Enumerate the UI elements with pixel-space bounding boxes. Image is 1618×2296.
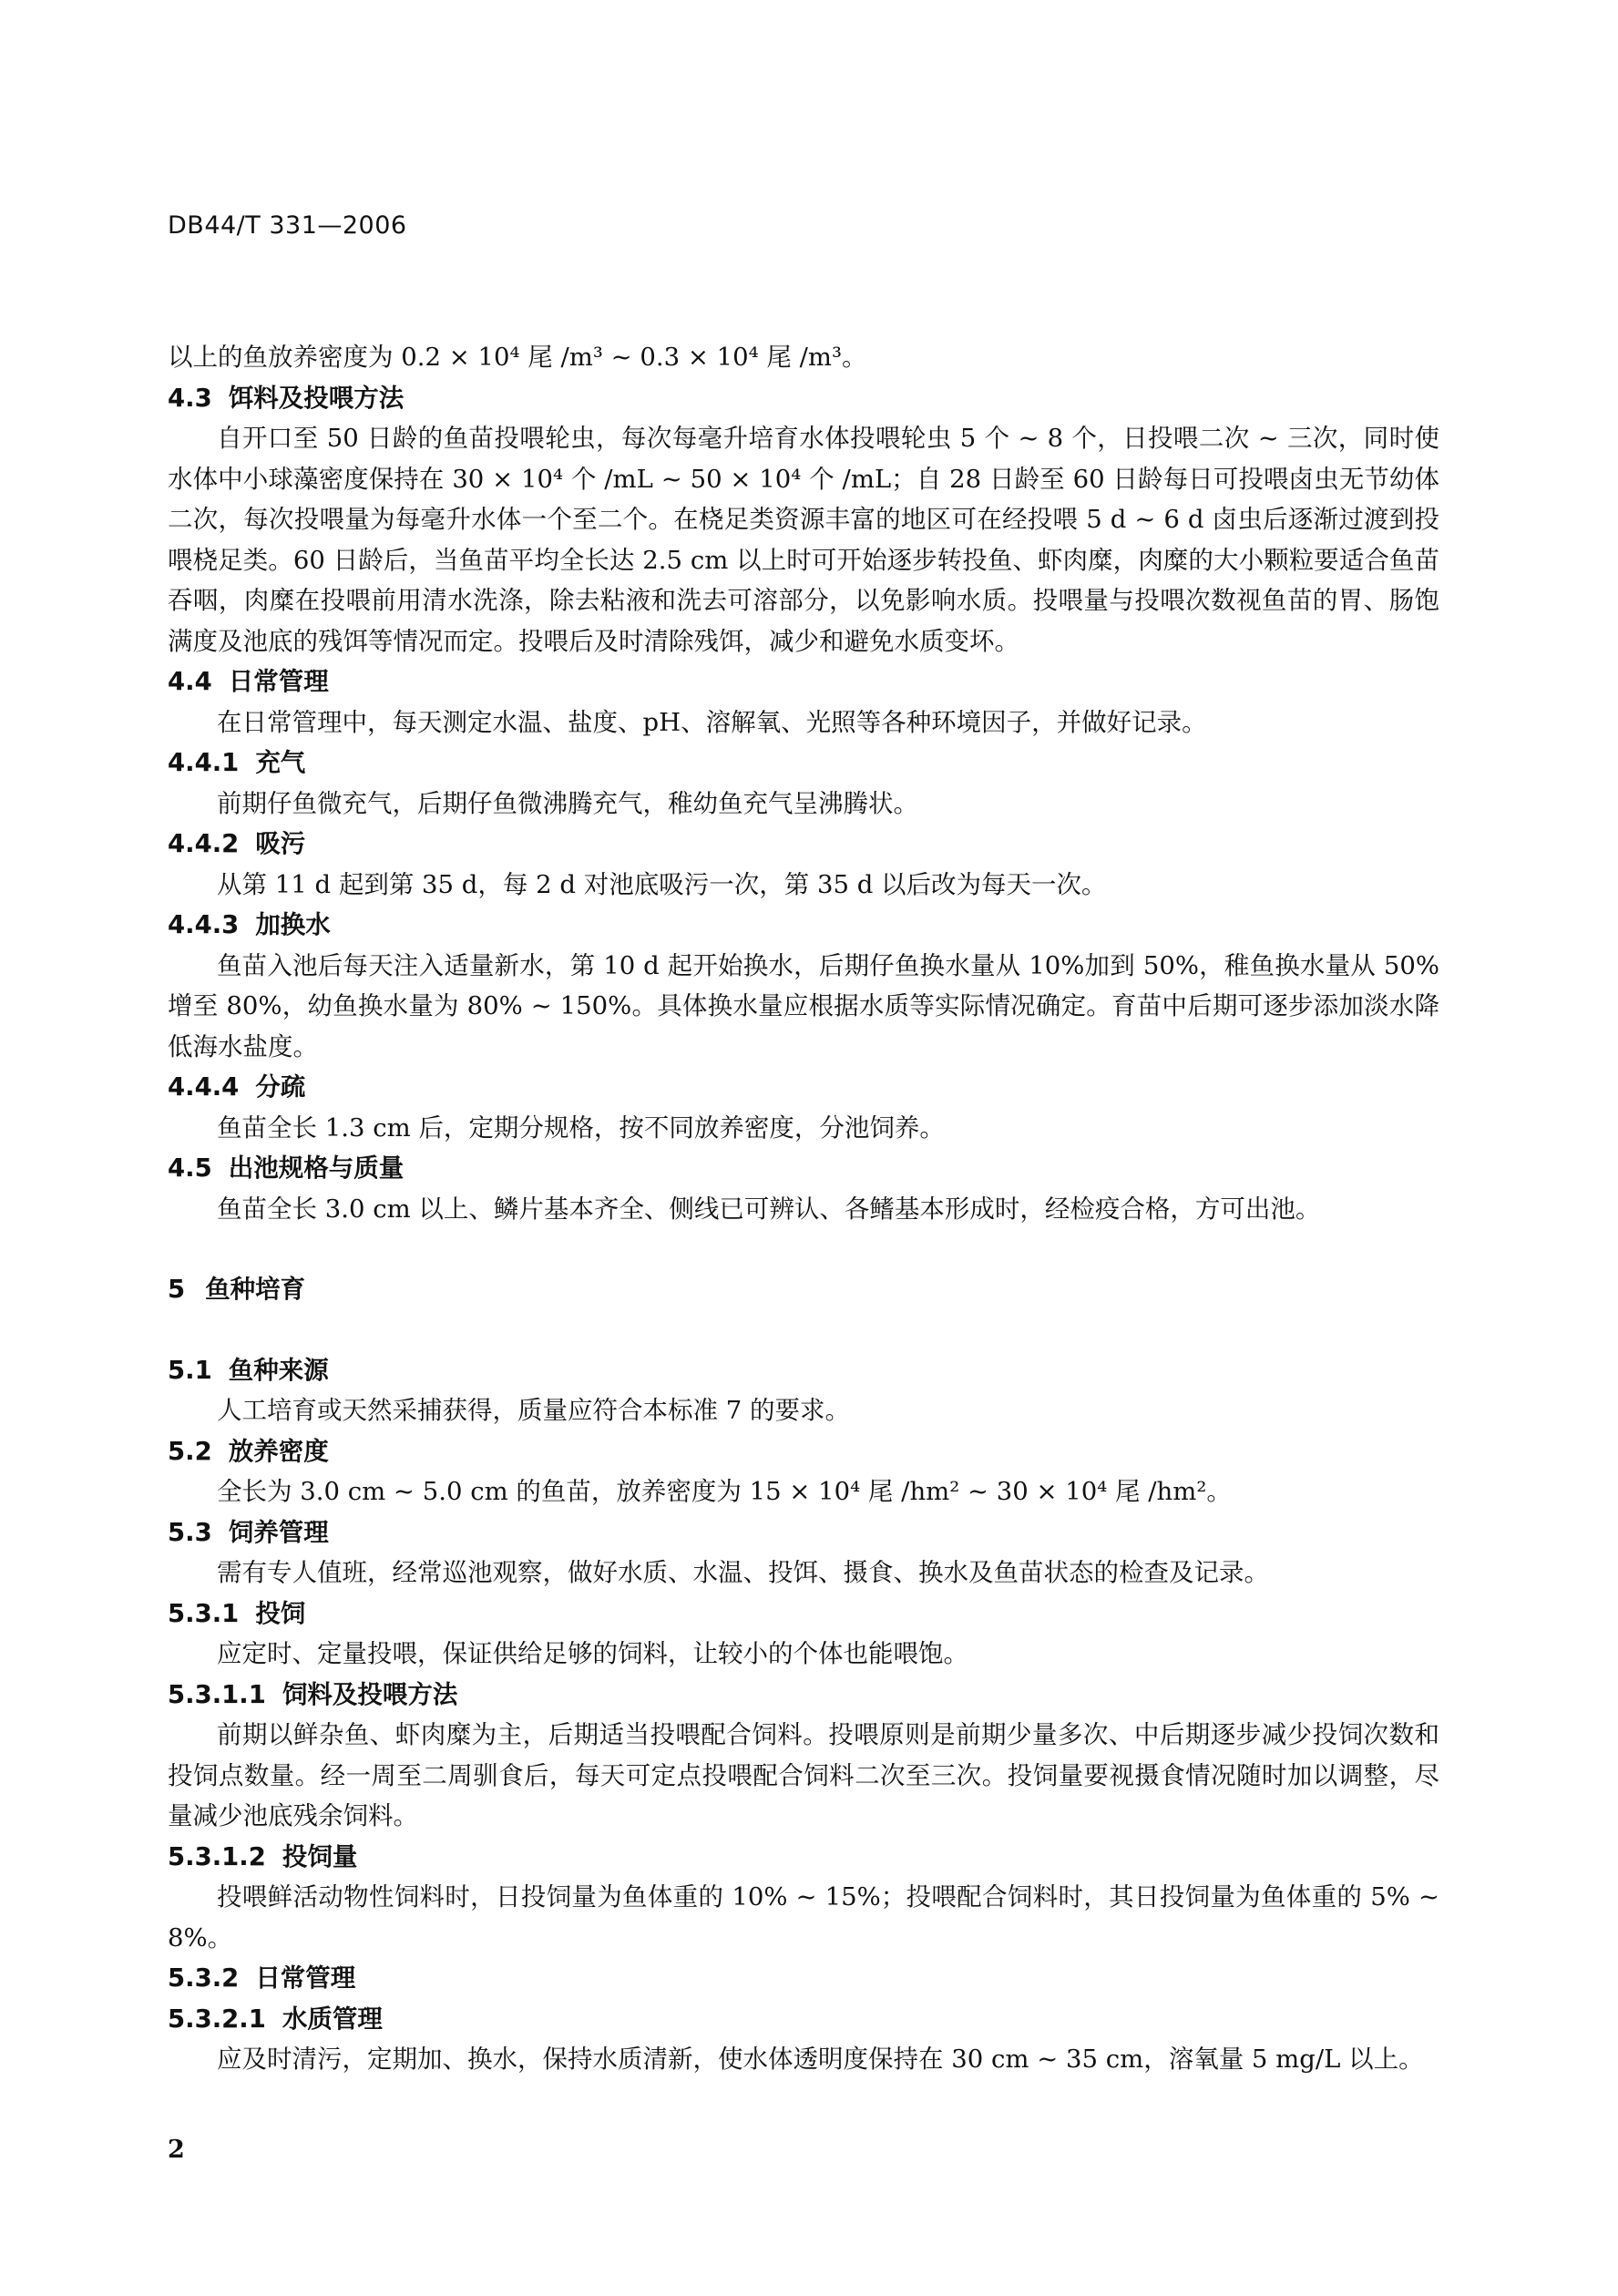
section-heading-5-3-1-1 xyxy=(168,1675,1439,1716)
section-heading-5-3-1-2 xyxy=(168,1837,1439,1878)
section-title: 饲料及投喂方法 xyxy=(282,1679,458,1709)
section-title: 投饲量 xyxy=(282,1841,358,1871)
paragraph: 前期仔鱼微充气，后期仔鱼微沸腾充气，稚幼鱼充气呈沸腾状。 xyxy=(217,788,918,818)
section-heading-4-4-2 xyxy=(168,824,1439,865)
section-number: 5.3.1.1 xyxy=(168,1679,266,1709)
paragraph: 鱼苗全长 3.0 cm 以上、鳞片基本齐全、侧线已可辨认、各鳍基本形成时，经检疫合格，方可出池。 xyxy=(217,1194,1321,1224)
section-number: 5.3.2.1 xyxy=(168,2004,266,2034)
section-title: 日常管理 xyxy=(255,1963,356,1993)
section-heading-5-3 xyxy=(168,1512,1439,1553)
section-number: 4.4 xyxy=(168,667,212,696)
section-title: 放养密度 xyxy=(228,1436,329,1466)
section-title: 鱼种来源 xyxy=(228,1355,329,1385)
paragraph: 以上的鱼放养密度为 0.2 × 10⁴ 尾 /m³ ~ 0.3 × 10⁴ 尾 /m³。 xyxy=(168,343,867,372)
section-heading-5-2 xyxy=(168,1431,1439,1472)
paragraph: 自开口至 50 日龄的鱼苗投喂轮虫，每次每毫升培育水体投喂轮虫 5 个 ~ 8 个，日投喂二次 ~ 三次，同时使水体中小球藻密度保持在 30 × 10⁴ 个 /mL ~ 50 × 10⁴ 个 /mL；自 28 日龄至 60 日龄每日可投喂卤虫无节幼体二次，每次投喂量为每毫升水体一个至二个。在桡足类资源丰富的地区可在经投喂 5 d ~ 6 d 卤虫后逐渐过渡到投喂桡足类。60 日龄后，当鱼苗平均全长达 2.5 cm 以上时可开始逐步转投鱼、虾肉糜，肉糜的大小颗粒要适合鱼苗吞咽，肉糜在投喂前用清水洗涤，除去粘液和洗去可溶部分，以免影响水质。投喂量与投喂次数视鱼苗的胃、肠饱满度及池底的残饵等情况而定。投喂后及时清除残饵，减少和避免水质变坏。 xyxy=(168,424,1439,656)
section-title: 日常管理 xyxy=(228,667,329,696)
chapter-heading-5 xyxy=(168,1269,1439,1310)
section-number: 5.1 xyxy=(168,1355,212,1385)
section-title: 充气 xyxy=(255,748,306,777)
section-heading-5-3-1 xyxy=(168,1594,1439,1635)
paragraph: 投喂鲜活动物性饲料时，日投饲量为鱼体重的 10% ~ 15%；投喂配合饲料时，其日投饲量为鱼体重的 5% ~ 8%。 xyxy=(168,1882,1439,1953)
page-number: 2 xyxy=(168,2136,185,2164)
paragraph: 应及时清污，定期加、换水，保持水质清新，使水体透明度保持在 30 cm ~ 35 cm，溶氧量 5 mg/L 以上。 xyxy=(217,2045,1424,2074)
section-heading-4-4 xyxy=(168,661,1439,702)
section-number: 5.3 xyxy=(168,1517,212,1547)
document-id: DB44/T 331—2006 xyxy=(168,211,407,240)
paragraph: 应定时、定量投喂，保证供给足够的饲料，让较小的个体也能喂饱。 xyxy=(217,1639,968,1668)
section-title: 饵料及投喂方法 xyxy=(228,383,404,413)
section-number: 4.4.3 xyxy=(168,910,240,939)
section-title: 水质管理 xyxy=(282,2004,383,2034)
section-number: 5.3.1 xyxy=(168,1598,240,1628)
section-heading-4-4-1 xyxy=(168,743,1439,784)
section-number: 4.4.1 xyxy=(168,748,240,777)
section-title: 出池规格与质量 xyxy=(228,1153,404,1183)
section-heading-5-3-2 xyxy=(168,1958,1439,1999)
section-number: 4.3 xyxy=(168,383,212,413)
document-body xyxy=(168,337,1439,2080)
section-heading-5-3-2-1 xyxy=(168,1999,1439,2040)
paragraph: 前期以鲜杂鱼、虾肉糜为主，后期适当投喂配合饲料。投喂原则是前期少量多次、中后期逐步减少投饲次数和投饲点数量。经一周至二周驯食后，每天可定点投喂配合饲料二次至三次。投饲量要视摄食情况随时加以调整，尽量减少池底残余饲料。 xyxy=(168,1720,1439,1830)
section-title: 投饲 xyxy=(255,1598,306,1628)
section-title: 吸污 xyxy=(255,829,306,858)
chapter-title: 鱼种培育 xyxy=(205,1275,306,1304)
section-number: 5.2 xyxy=(168,1436,212,1466)
chapter-number: 5 xyxy=(168,1275,186,1304)
paragraph: 鱼苗入池后每天注入适量新水，第 10 d 起开始换水，后期仔鱼换水量从 10%加到 50%，稚鱼换水量从 50%增至 80%，幼鱼换水量为 80% ~ 150%。具体换水量应根据水质等实际情况确定。育苗中后期可逐步添加淡水降低海水盐度。 xyxy=(168,950,1439,1061)
paragraph: 人工培育或天然采捕获得，质量应符合本标准 7 的要求。 xyxy=(217,1396,850,1425)
paragraph: 在日常管理中，每天测定水温、盐度、pH、溶解氧、光照等各种环境因子，并做好记录。 xyxy=(217,707,1207,737)
section-heading-5-1 xyxy=(168,1350,1439,1391)
section-heading-4-3 xyxy=(168,378,1439,419)
section-number: 4.4.2 xyxy=(168,829,240,858)
section-heading-4-5 xyxy=(168,1148,1439,1189)
section-number: 5.3.1.2 xyxy=(168,1841,266,1871)
section-heading-4-4-3 xyxy=(168,905,1439,946)
paragraph: 需有专人值班，经常巡池观察，做好水质、水温、投饵、摄食、换水及鱼苗状态的检查及记录。 xyxy=(217,1558,1269,1587)
paragraph: 鱼苗全长 1.3 cm 后，定期分规格，按不同放养密度，分池饲养。 xyxy=(217,1112,945,1143)
section-number: 4.5 xyxy=(168,1153,212,1183)
section-heading-4-4-4 xyxy=(168,1067,1439,1108)
section-title: 饲养管理 xyxy=(228,1517,329,1547)
section-number: 5.3.2 xyxy=(168,1963,240,1993)
paragraph: 全长为 3.0 cm ~ 5.0 cm 的鱼苗，放养密度为 15 × 10⁴ 尾 /hm² ~ 30 × 10⁴ 尾 /hm²。 xyxy=(217,1477,1232,1506)
section-number: 4.4.4 xyxy=(168,1072,240,1102)
paragraph: 从第 11 d 起到第 35 d，每 2 d 对池底吸污一次，第 35 d 以后改为每天一次。 xyxy=(217,869,1107,899)
section-title: 加换水 xyxy=(255,910,331,939)
section-title: 分疏 xyxy=(255,1072,306,1102)
